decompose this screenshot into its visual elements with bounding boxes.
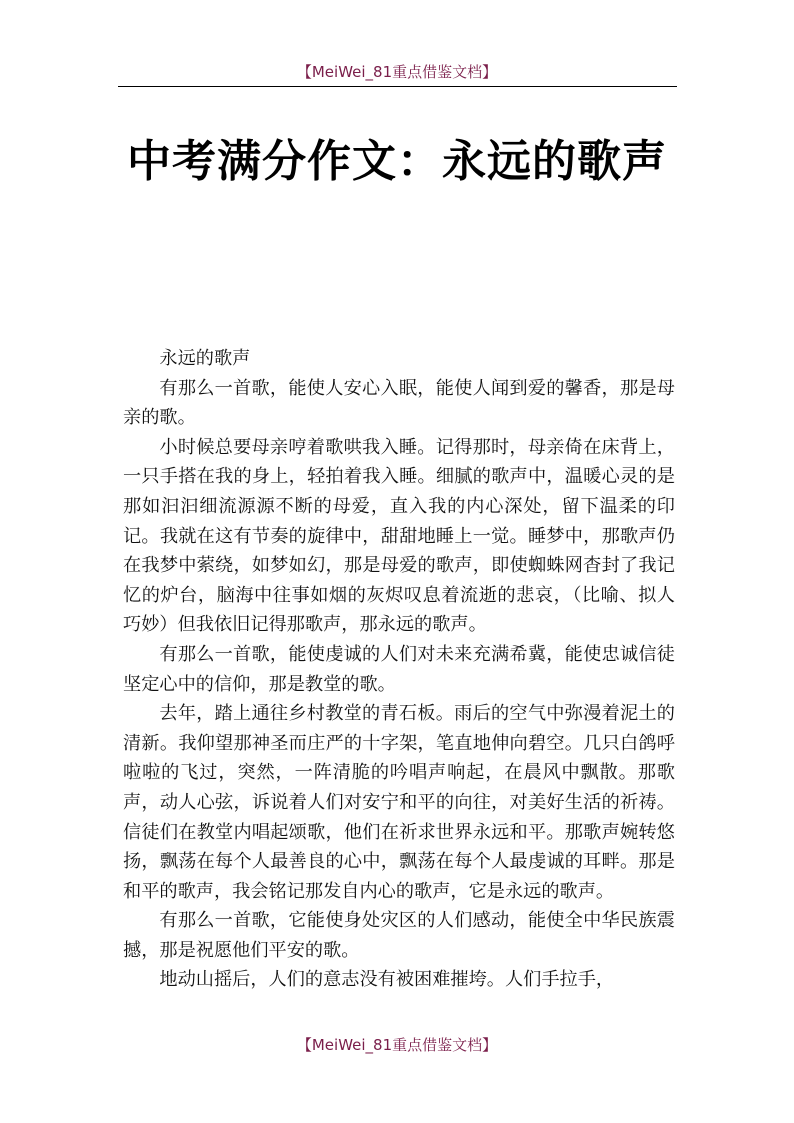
body-paragraph: 有那么一首歌，能使虔诚的人们对未来充满希冀，能使忠诚信徒坚定心中的信仰，那是教堂的歌。	[123, 643, 675, 695]
body-paragraph: 地动山摇后，人们的意志没有被困难摧垮。人们手拉手，	[159, 969, 615, 991]
document-title: 中考满分作文：永远的歌声	[127, 136, 667, 187]
body-paragraph: 小时候总要母亲哼着歌哄我入睡。记得那时，母亲倚在床背上，一只手搭在我的身上，轻拍着我入睡。细腻的歌声中，温暖心灵的是那如汩汩细流源源不断的母爱，直入我的内心深处，留下温柔的印记。我就在这有节奏的旋律中，甜甜地睡上一觉。睡梦中，那歌声仍在我梦中萦绕，如梦如幻，那是母爱的歌声，即使蜘蛛网杳封了我记忆的炉台，脑海中往事如烟的灰烬叹息着流逝的悲哀，（比喻、拟人巧妙）但我依旧记得那歌声，那永远的歌声。	[123, 436, 675, 636]
header-watermark: 【MeiWei_81重点借鉴文档】	[296, 63, 498, 81]
header-divider	[118, 86, 677, 87]
subtitle-paragraph: 永远的歌声	[159, 348, 251, 369]
footer-watermark: 【MeiWei_81重点借鉴文档】	[296, 1036, 498, 1054]
body-paragraph: 去年，踏上通往乡村教堂的青石板。雨后的空气中弥漫着泥土的清新。我仰望那神圣而庄严的十字架，笔直地伸向碧空。几只白鸽呼啦啦的飞过，突然，一阵清脆的吟唱声响起，在晨风中飘散。那歌声，动人心弦，诉说着人们对安宁和平的向往，对美好生活的祈祷。信徒们在教堂内唱起颂歌，他们在祈求世界永远和平。那歌声婉转悠扬，飘荡在每个人最善良的心中，飘荡在每个人最虔诚的耳畔。那是和平的歌声，我会铭记那发自内心的歌声，它是永远的歌声。	[123, 703, 675, 902]
document-body	[123, 344, 675, 995]
body-paragraph: 有那么一首歌，它能使身处灾区的人们感动，能使全中华民族震撼，那是祝愿他们平安的歌。	[123, 910, 675, 961]
body-paragraph: 有那么一首歌，能使人安心入眠，能使人闻到爱的馨香，那是母亲的歌。	[123, 377, 675, 429]
